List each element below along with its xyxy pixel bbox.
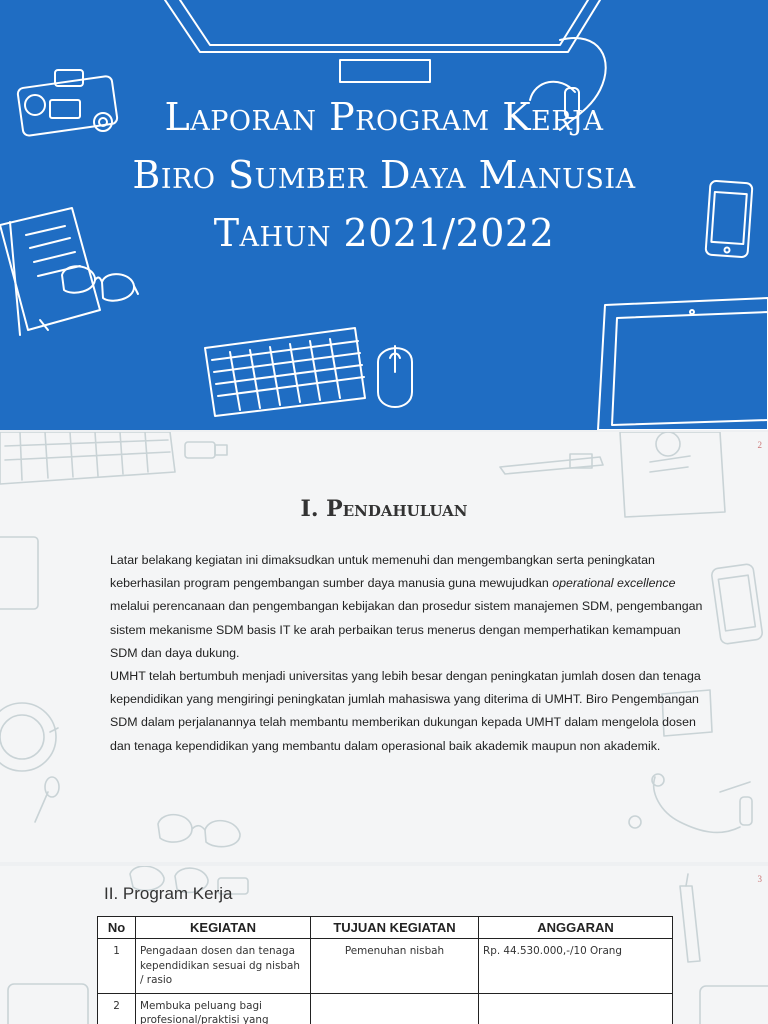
pen-icon	[500, 454, 603, 474]
page-program-kerja	[0, 866, 768, 1024]
cell-tujuan: Pemenuhan nisbah	[311, 939, 479, 994]
cover-title	[0, 88, 768, 262]
section-title: I. Pendahuluan	[300, 496, 468, 522]
page-number: 3	[757, 874, 762, 884]
tablet-icon	[0, 537, 38, 609]
cell-tujuan	[311, 993, 479, 1024]
tablet-icon	[8, 984, 88, 1024]
page-number: 2	[757, 440, 762, 450]
header-kegiatan: KEGIATAN	[136, 917, 311, 939]
mouse-icon	[378, 346, 412, 407]
program-kerja-table	[97, 916, 673, 1024]
cell-kegiatan: Membuka peluang bagi profesional/praktisi yang	[136, 993, 311, 1024]
paragraph-1-italic: operational excellence	[552, 576, 676, 591]
paragraph-2: UMHT telah bertumbuh menjadi universitas yang lebih besar dengan peningkatan jumlah dosen dan tenaga kependidikan yang mengiringi peningkatan jumlah mahasiswa yang diterima di UMHT. Biro Pengembangan SDM dalam perjalanannya telah membantu memberikan dukungan kepada UMHT dalam mengelola dosen dan tenaga kependidikan yang membantu dalam operasional baik akademik maupun non akademik.	[110, 669, 701, 753]
glasses-icon	[158, 815, 240, 847]
cell-anggaran: Rp. 44.530.000,-/10 Orang	[479, 939, 673, 994]
cell-anggaran	[479, 993, 673, 1024]
keyboard-icon	[0, 432, 175, 484]
glasses-icon	[62, 266, 138, 300]
cell-no: 1	[98, 939, 136, 994]
cover-title-line-2: Biro Sumber Daya Manusia	[132, 153, 636, 197]
header-tujuan: TUJUAN KEGIATAN	[311, 917, 479, 939]
header-anggaran: ANGGARAN	[479, 917, 673, 939]
table-row	[98, 993, 673, 1024]
table-header-row	[98, 917, 673, 939]
paragraph-1-text-b: melalui perencanaan dan pengembangan kebijakan dan prosedur sistem manajemen SDM, pengembangan sistem mekanisme SDM basis IT ke arah perbaikan terus menerus dengan memperhatikan kemampuan SDM dan daya dukung.	[110, 599, 703, 660]
tablet-icon-2	[700, 986, 768, 1024]
keyboard-icon	[205, 328, 365, 416]
paragraph-1-text-a: Latar belakang kegiatan ini dimaksudkan untuk memenuhi dan mengembangkan serta peningkatan keberhasilan program pengembangan sumber daya manusia guna mewujudkan	[110, 553, 655, 591]
cell-no: 2	[98, 993, 136, 1024]
pen-icon	[680, 874, 700, 962]
page-pendahuluan	[0, 432, 768, 862]
earphones-icon	[629, 774, 752, 832]
cell-kegiatan: Pengadaan dosen dan tenaga kependidikan sesuai dg nisbah / rasio	[136, 939, 311, 994]
coffee-cup-icon	[0, 703, 58, 771]
table-row	[98, 939, 673, 994]
section-title: II. Program Kerja	[104, 884, 233, 903]
cover-title-line-1: Laporan Program Kerja	[164, 95, 604, 139]
cover-page	[0, 0, 768, 430]
spoon-icon	[35, 777, 59, 822]
paragraph-1	[110, 549, 710, 665]
cover-title-line-3: Tahun 2021/2022	[213, 211, 555, 255]
tablet-icon	[598, 298, 768, 430]
smartphone-icon	[711, 563, 763, 644]
usb-drive-icon	[185, 442, 227, 458]
body-text	[110, 549, 710, 758]
header-no: No	[98, 917, 136, 939]
